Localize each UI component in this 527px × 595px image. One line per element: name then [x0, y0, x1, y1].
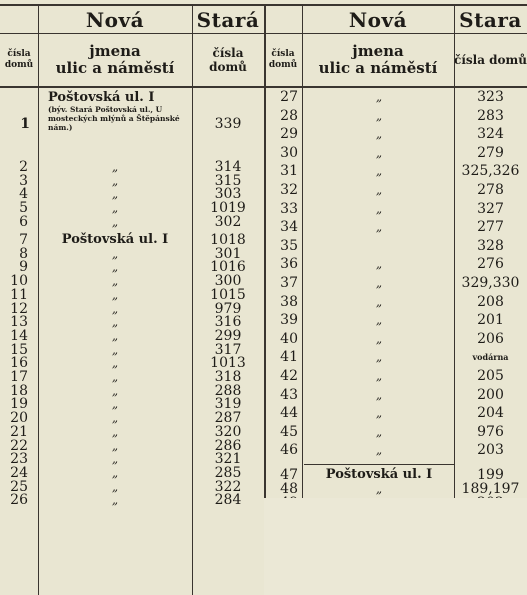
- table-row: [0, 370, 264, 384]
- left-row-num: 26: [10, 492, 28, 509]
- left-row-num: 16: [10, 355, 28, 372]
- table-row: [264, 276, 527, 290]
- table-row: [264, 183, 527, 197]
- left-row-num: 7: [19, 232, 28, 248]
- right-row-num: 36: [280, 256, 298, 273]
- left-header-cisla-domu: čísla domů: [4, 49, 34, 70]
- left-header-nova: Nová: [85, 7, 145, 32]
- right-row-num: 33: [280, 200, 298, 217]
- left-row-1-old: 339: [214, 116, 242, 132]
- left-row-old: 320: [214, 423, 242, 440]
- left-row-street: „: [111, 493, 119, 508]
- right-header-row-2: [264, 34, 527, 88]
- table-row: [264, 257, 527, 271]
- left-row-street: „: [111, 452, 119, 467]
- right-row-old: 327: [477, 200, 504, 217]
- right-row-old: 208: [477, 293, 504, 310]
- right-row-street: „: [375, 387, 383, 402]
- table-row: [264, 127, 527, 141]
- left-row-1-num: 1: [20, 116, 30, 132]
- table-row: [264, 313, 527, 327]
- right-row-old: 200: [477, 386, 504, 403]
- left-row-num: 24: [10, 464, 28, 481]
- left-row-1-note: (býv. Stará Poštovská ul., U mosteckých mlýnů a Štěpánské nám.): [48, 105, 180, 132]
- left-row-old: 284: [214, 492, 242, 509]
- left-row-num: 15: [10, 341, 28, 358]
- right-header-jmena-2: ulic a náměstí: [318, 59, 438, 77]
- right-row-old: 328: [477, 237, 504, 254]
- table-row: [264, 388, 527, 402]
- left-row-street: „: [111, 356, 119, 371]
- left-row-street: „: [111, 274, 119, 289]
- right-row-old: 205: [477, 368, 504, 384]
- left-row-old: 1018: [210, 232, 246, 248]
- right-row-old: 203: [477, 442, 504, 459]
- right-row-num: 34: [280, 219, 298, 236]
- table-row: [0, 274, 264, 288]
- right-row-street: „: [375, 257, 383, 272]
- left-header-cisla-domu-2: čísla domů: [209, 46, 247, 74]
- right-row-old: 976: [477, 423, 504, 440]
- table-row: [0, 493, 264, 507]
- left-row-street: „: [111, 370, 119, 384]
- left-row-street: „: [111, 173, 119, 188]
- right-header-stara: Stara: [459, 7, 522, 32]
- left-row-old: 1013: [210, 355, 246, 372]
- left-row-street: „: [111, 160, 119, 174]
- right-row-old: 277: [477, 219, 504, 236]
- right-row-old: 323: [477, 89, 504, 105]
- table-row: [0, 466, 264, 480]
- left-row-street: „: [111, 301, 119, 316]
- right-row-num: 31: [280, 163, 298, 180]
- left-row-old: 301: [214, 245, 242, 262]
- left-row-num: 20: [10, 410, 28, 427]
- right-row-street: Poštovská ul. I: [325, 467, 433, 482]
- table-row: [264, 295, 527, 309]
- right-row-num: 48: [280, 480, 298, 497]
- left-header-stara: Stará: [196, 7, 260, 32]
- table-row: [0, 160, 264, 174]
- right-row-num: 37: [280, 275, 298, 291]
- right-row-num: 41: [280, 349, 298, 366]
- right-row-num: 30: [280, 144, 298, 161]
- left-row-street: „: [111, 397, 119, 412]
- table-row: [0, 288, 264, 302]
- right-row-old: 279: [477, 144, 504, 161]
- right-row-num: 42: [280, 368, 298, 384]
- right-row-street: „: [375, 127, 383, 142]
- left-row-num: 14: [10, 327, 28, 344]
- left-row-num: 8: [19, 245, 28, 262]
- right-row-old: vodárna: [472, 352, 509, 363]
- table-row: [264, 164, 527, 178]
- left-row-num: 4: [19, 186, 28, 203]
- left-row-old: 322: [214, 478, 242, 495]
- left-row-num: 6: [19, 213, 28, 230]
- left-row-old: 285: [214, 464, 242, 481]
- left-row-num: 11: [10, 286, 28, 303]
- left-row-old: 315: [214, 172, 242, 189]
- left-row-street: „: [111, 438, 119, 453]
- blank-area: [264, 498, 527, 595]
- right-row-num: 45: [280, 423, 298, 440]
- left-row-old: 321: [214, 451, 242, 468]
- table-row: [264, 406, 527, 420]
- right-row-old: 283: [477, 107, 504, 124]
- left-row-street: „: [111, 479, 119, 494]
- left-row-num: 22: [10, 437, 28, 454]
- table-row: [0, 215, 264, 229]
- left-row-old: 316: [214, 314, 242, 331]
- right-row-street: „: [375, 276, 383, 290]
- left-row-old: 1015: [210, 286, 246, 303]
- right-row-num: 39: [280, 312, 298, 329]
- left-row-old: 303: [214, 186, 242, 203]
- right-header-nova: Nová: [348, 7, 408, 32]
- left-row-street: „: [111, 315, 119, 330]
- left-row-old: 300: [214, 273, 242, 290]
- left-row-old: 318: [214, 369, 242, 385]
- left-row-num: 19: [10, 396, 28, 413]
- left-row-old: 314: [214, 159, 242, 175]
- left-row-num: 18: [10, 382, 28, 399]
- right-row-old: 278: [477, 182, 504, 198]
- right-row-street: „: [375, 220, 383, 235]
- table-row: [264, 109, 527, 123]
- left-row-num: 5: [19, 200, 28, 217]
- left-row-old: 979: [214, 300, 242, 317]
- right-section-rule: [304, 464, 454, 465]
- table-row: [264, 146, 527, 160]
- table-row: [264, 220, 527, 234]
- left-row-street: „: [111, 187, 119, 202]
- table-row: [0, 411, 264, 425]
- left-row-old: 286: [214, 437, 242, 454]
- right-header-cisla-domu-2: čísla domů: [454, 53, 527, 67]
- right-row-street: „: [375, 331, 383, 346]
- right-row-num: 28: [280, 107, 298, 124]
- right-row-street: „: [375, 443, 383, 458]
- left-header-row-2: [0, 34, 264, 88]
- right-row-street: „: [375, 164, 383, 179]
- left-row-street: „: [111, 328, 119, 343]
- left-row-street: „: [111, 424, 119, 439]
- right-row-num: 27: [280, 89, 298, 105]
- table-row: [264, 332, 527, 346]
- left-header-jmena-1: jmena: [89, 42, 141, 60]
- left-row-old: 1019: [210, 200, 246, 217]
- left-row-old: 319: [214, 396, 242, 413]
- right-row-num: 47: [280, 467, 298, 483]
- table-row: [264, 202, 527, 216]
- right-row-num: 38: [280, 293, 298, 310]
- right-row-old: 325,326: [461, 163, 520, 180]
- left-row-old: 1016: [210, 259, 246, 276]
- left-row-num: 21: [10, 423, 28, 440]
- table-row: [264, 482, 527, 496]
- left-row-street: „: [111, 260, 119, 275]
- left-row-num: 2: [19, 159, 28, 175]
- left-row-street: „: [111, 214, 119, 229]
- right-row-street: „: [375, 145, 383, 160]
- left-row-street: „: [111, 465, 119, 480]
- left-row-num: 9: [19, 259, 28, 276]
- right-row-old: 206: [477, 330, 504, 347]
- right-row-street: „: [375, 313, 383, 328]
- left-row-num: 10: [10, 273, 28, 290]
- right-row-street: „: [375, 90, 383, 104]
- right-row-num: 44: [280, 405, 298, 422]
- right-header-row-1: [264, 4, 527, 34]
- left-row-num: 23: [10, 451, 28, 468]
- right-row-street: „: [375, 183, 383, 197]
- right-row-num: 46: [280, 442, 298, 459]
- right-row-old: 329,330: [461, 275, 520, 291]
- right-header-cisla-domu: čísla domů: [268, 49, 298, 70]
- left-row-old: 288: [214, 382, 242, 399]
- right-row-street: „: [375, 424, 383, 439]
- left-header-jmena: [38, 34, 192, 86]
- right-row-street: „: [375, 294, 383, 309]
- table-row: [264, 468, 527, 482]
- table-row: [0, 329, 264, 343]
- left-header-jmena-2: ulic a náměstí: [55, 59, 175, 77]
- left-row-street: „: [111, 287, 119, 302]
- right-row-num: 40: [280, 330, 298, 347]
- left-row-num: 12: [10, 300, 28, 317]
- right-row-street: „: [375, 350, 383, 365]
- table-row: [264, 239, 527, 253]
- right-row-num: 32: [280, 182, 298, 198]
- right-row-street: „: [375, 481, 383, 496]
- table-row: [264, 443, 527, 457]
- left-row-num: 3: [19, 172, 28, 189]
- left-row-street: „: [111, 383, 119, 398]
- left-row-old: 302: [214, 213, 242, 230]
- right-row-old: 324: [477, 126, 504, 143]
- table-row: [264, 90, 527, 104]
- right-header-jmena-1: jmena: [352, 42, 404, 60]
- right-header-jmena: [302, 34, 454, 86]
- left-row-num: 17: [10, 369, 28, 385]
- right-row-num: 29: [280, 126, 298, 143]
- left-row-old: 299: [214, 327, 242, 344]
- right-row-old: 201: [477, 312, 504, 329]
- left-row-1-street: Poštovská ul. I: [48, 90, 155, 105]
- right-row-street: „: [375, 369, 383, 383]
- left-row-old: 317: [214, 341, 242, 358]
- table-row: [264, 425, 527, 439]
- left-row-street: „: [111, 342, 119, 357]
- left-row-num: 25: [10, 478, 28, 495]
- left-row-old: 287: [214, 410, 242, 427]
- left-row-street: Poštovská ul. I: [61, 232, 169, 247]
- right-row-street: „: [375, 201, 383, 216]
- left-row-num: 13: [10, 314, 28, 331]
- table-row: [264, 369, 527, 383]
- right-row-num: 43: [280, 386, 298, 403]
- table-row: [264, 350, 527, 364]
- right-row-num: 35: [280, 237, 298, 254]
- left-row-street: „: [111, 201, 119, 216]
- right-row-old: 276: [477, 256, 504, 273]
- right-row-old: 204: [477, 405, 504, 422]
- right-row-old: 189,197: [461, 480, 520, 497]
- right-row-old: 199: [477, 467, 504, 483]
- table-row: [0, 201, 264, 215]
- left-row-street: „: [111, 246, 119, 261]
- left-row-1: [0, 90, 264, 150]
- table-row: [0, 233, 264, 247]
- table-row: [0, 425, 264, 439]
- left-header-row-1: [0, 4, 264, 34]
- right-row-street: „: [375, 108, 383, 123]
- right-row-street: „: [375, 406, 383, 421]
- left-row-street: „: [111, 411, 119, 426]
